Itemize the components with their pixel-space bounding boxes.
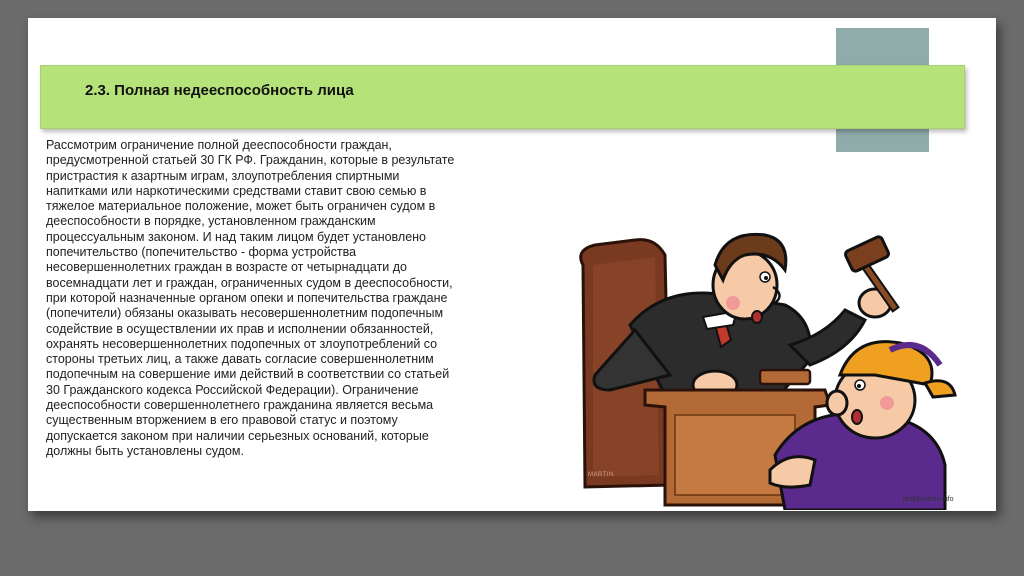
judge-with-gavel-icon [575,225,970,510]
gavel-head [844,236,890,273]
page-title: 2.3. Полная недееспособность лица [85,82,354,99]
title-bar [40,65,965,129]
artist-signature: MARTIN [588,472,614,478]
body-text: Рассмотрим ограничение полной дееспособности граждан, предусмотренной статьей 30 ГК РФ. Гражданин, которые в результате пристрастия к азартным играм, злоупотребления спиртными напитками или наркотическими средствами ставит свою семью в тяжелое материальное положение, может быть ограничен судом в дееспособности в порядке, установленном гражданским процессуальным законом. И над таким лицом будет установлено попечительство (попечительство - форма устройства несовершеннолетних граждан в возрасте от четырнадцати до восемнадцати лет и граждан, ограниченных судом в дееспособности, при которой назначенные органом опеки и попечительства граждане (попечители) обязаны оказывать несовершеннолетним подопечным содействие в осуществлении их прав и исполнении обязанностей, охранять несовершеннолетних подопечных от злоупотреблений со стороны третьих лиц, а также давать согласие совершеннолетним подопечным на совершение ими действий в соответствии со статьей 30 Гражданского кодекса Российской Федерации). Ограничение дееспособности совершеннолетнего гражданина является весьма существенным вторжением в его правовой статус и поэтому допускается законом при наличии серьезных оснований, которые должны быть установлены судом. [46,138,455,458]
image-credit: phillipmartin.info [903,496,954,503]
